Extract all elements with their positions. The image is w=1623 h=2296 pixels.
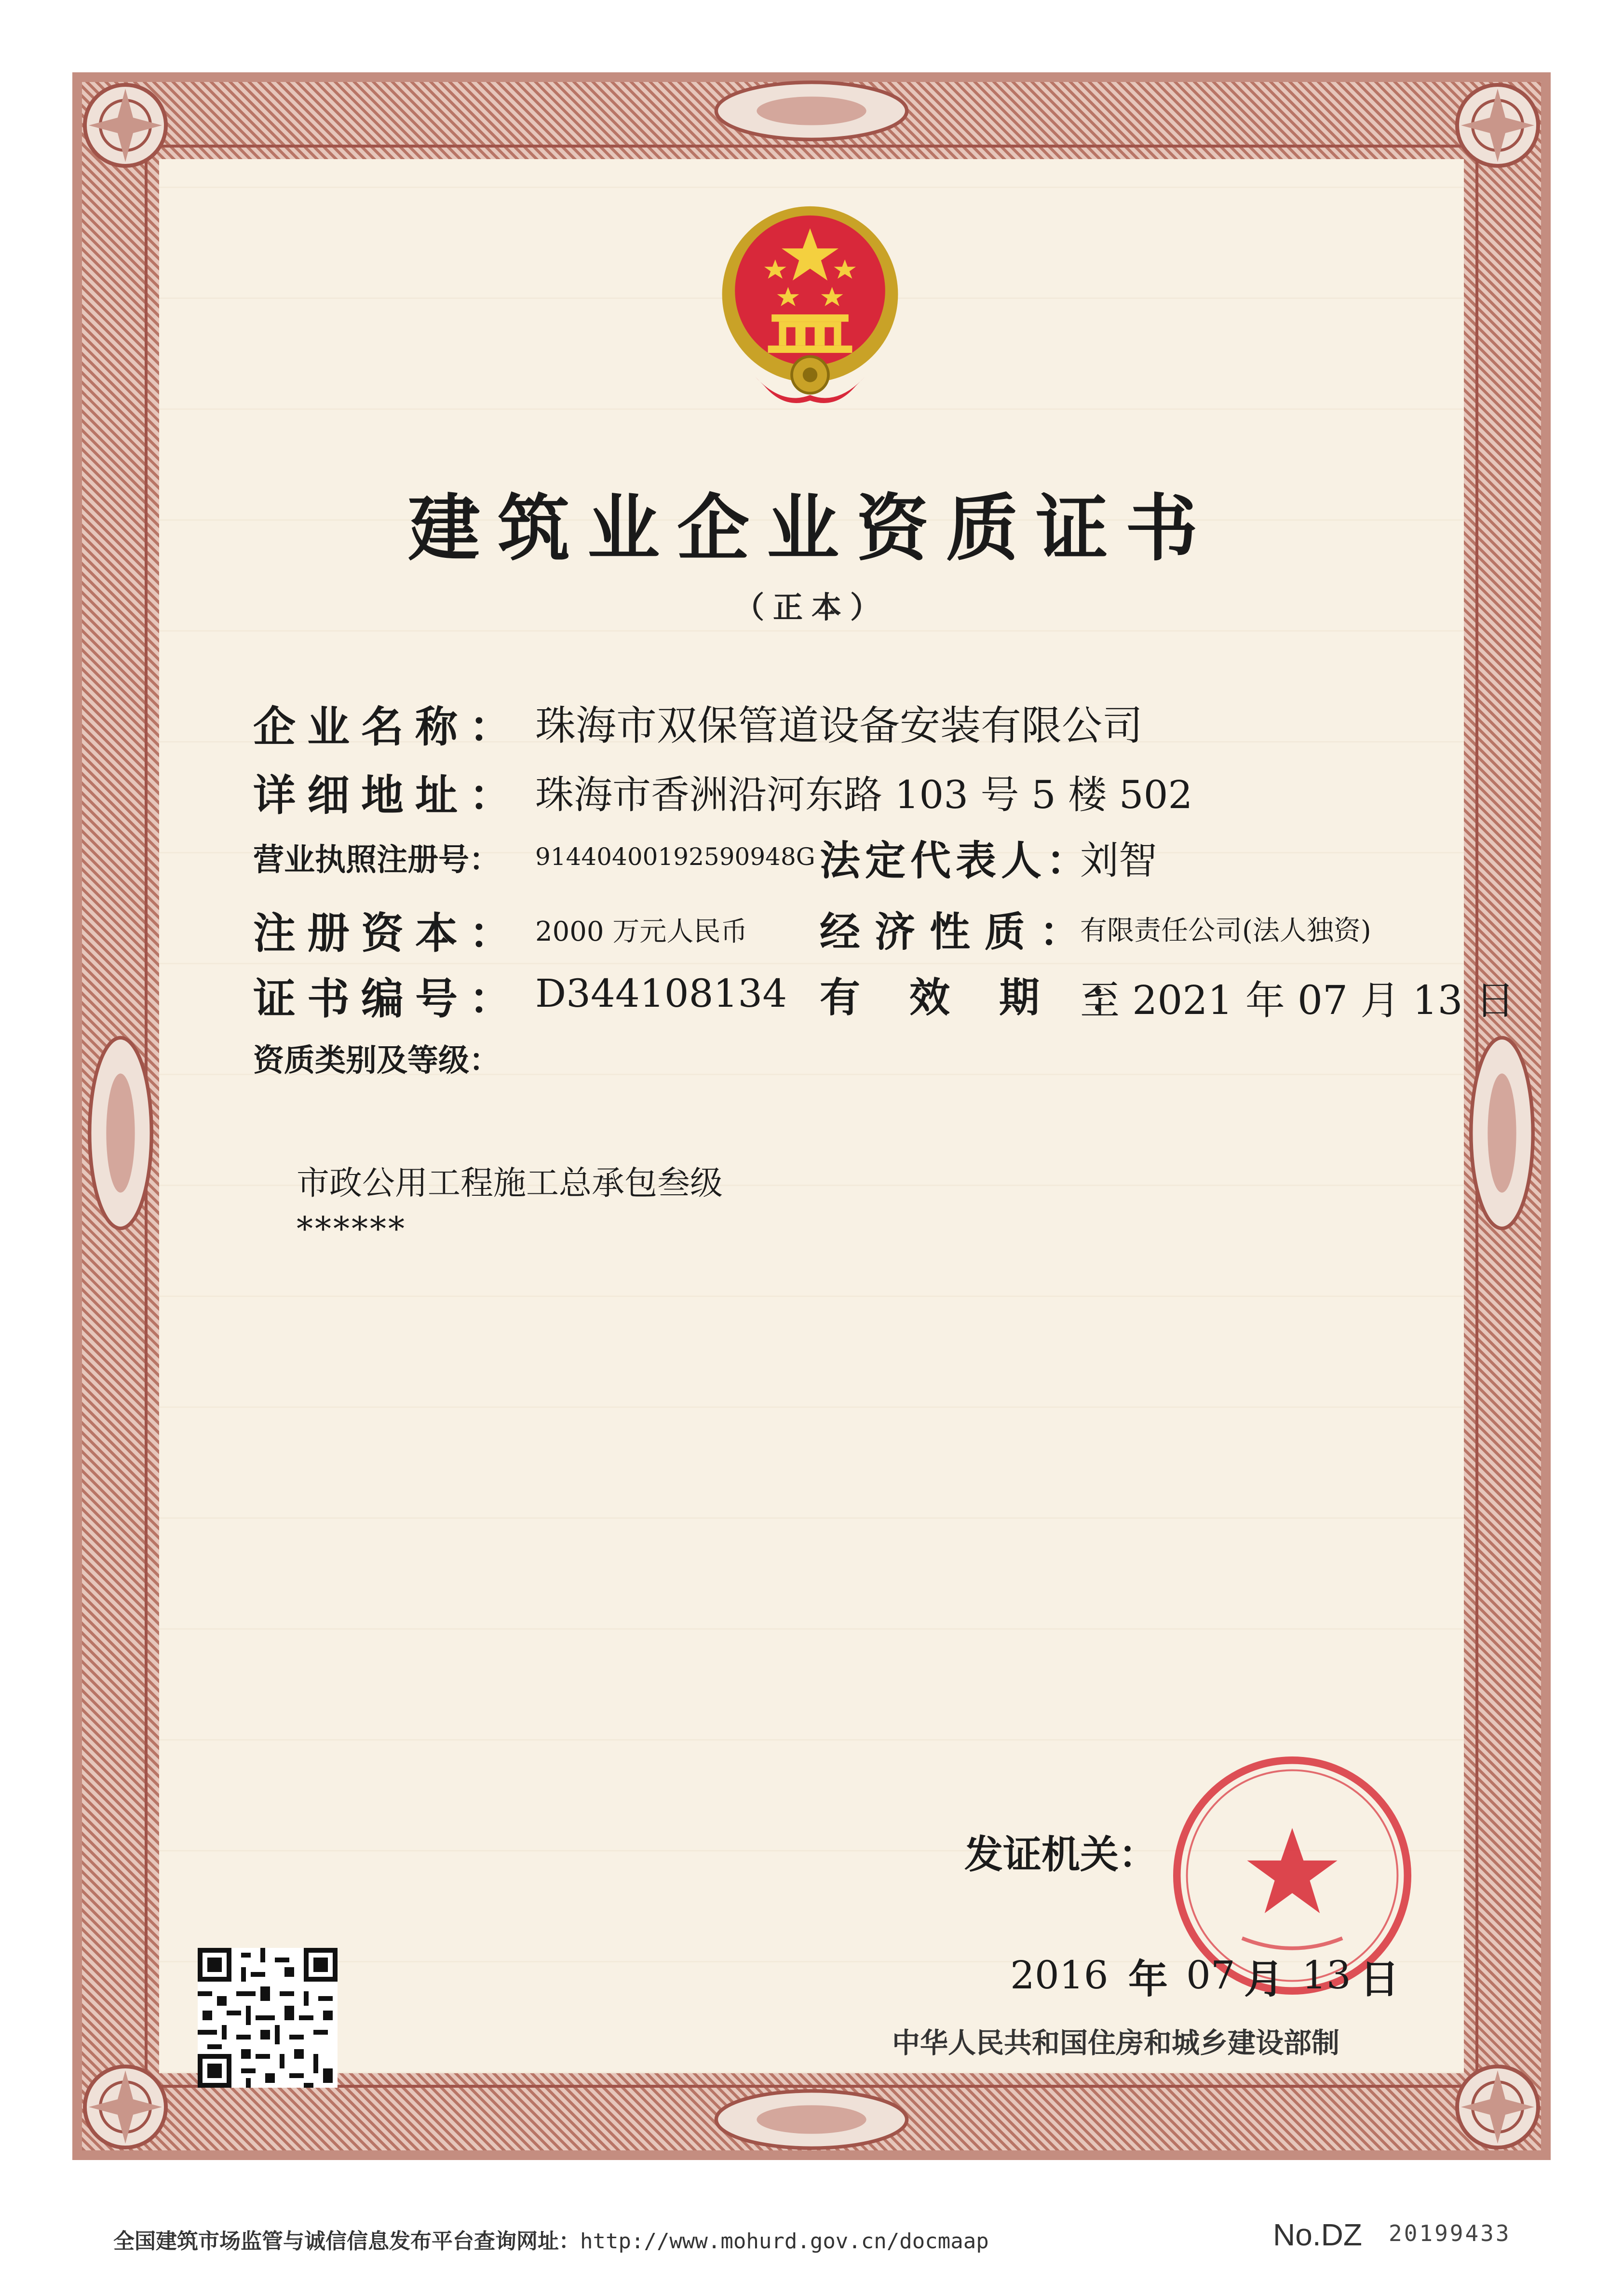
certificate-number-value: D344108134 (535, 971, 787, 1016)
bottom-ornament (710, 2086, 913, 2153)
certificate-title: 建筑业企业资质证书 (407, 487, 1215, 571)
certificate-number-label: 证书编号： (253, 974, 524, 1024)
issue-date-day-char: 日 (1360, 1957, 1400, 2002)
company-name-label: 企业名称： (253, 702, 524, 752)
side-ornament-right (1466, 1032, 1538, 1234)
validity-label: 有效期： (820, 974, 1179, 1021)
issuing-authority-label: 发证机关： (964, 1832, 1157, 1877)
document-serial-number: 20199433 (1389, 2220, 1511, 2246)
legal-representative-value: 刘智 (1080, 838, 1157, 883)
verification-label: 全国建筑市场监管与诚信信息发布平台查询网址： (113, 2229, 580, 2254)
document-number-label: No.DZ (1273, 2217, 1362, 2252)
certificate-subtitle: （正本） (734, 590, 889, 625)
corner-ornament-bottom-left (77, 2059, 174, 2155)
qr-code-icon[interactable] (198, 1948, 338, 2088)
license-number-label: 营业执照注册号： (253, 842, 500, 878)
company-name-value: 珠海市双保管道设备安装有限公司 (535, 702, 1143, 749)
address-label: 详细地址： (253, 770, 524, 820)
validity-value: 至 2021 年 07 月 13 日 (1080, 978, 1515, 1024)
national-emblem-icon (718, 203, 902, 410)
qualification-label: 资质类别及等级： (253, 1043, 500, 1079)
issue-date-day: 13 (1302, 1953, 1351, 1998)
qualification-terminator: ****** (297, 1210, 406, 1248)
economic-type-label: 经济性质： (820, 908, 1095, 956)
legal-representative-label: 法定代表人： (820, 837, 1092, 884)
license-number-value: 91440400192590948G (535, 843, 815, 871)
corner-ornament-top-right (1449, 77, 1546, 174)
issue-date-month: 07 (1186, 1953, 1235, 1998)
issue-date-month-char: 月 (1244, 1957, 1284, 2002)
corner-ornament-top-left (77, 77, 174, 174)
qualification-value: 市政公用工程施工总承包叁级 (297, 1164, 723, 1202)
issue-date-year: 2016 (1010, 1953, 1109, 1998)
verification-url[interactable]: http://www.mohurd.gov.cn/docmaap (580, 2229, 989, 2254)
side-ornament-left (84, 1032, 157, 1234)
registered-capital-label: 注册资本： (253, 908, 524, 958)
registered-capital-value: 2000 万元人民币 (535, 916, 748, 947)
ministry-credit: 中华人民共和国住房和城乡建设部制 (892, 2026, 1340, 2059)
corner-ornament-bottom-right (1449, 2059, 1546, 2155)
verification-footer (113, 2224, 989, 2255)
address-value: 珠海市香洲沿河东路 103 号 5 楼 502 (535, 772, 1193, 817)
top-ornament (710, 77, 913, 145)
issue-date-year-char: 年 (1128, 1957, 1168, 2002)
economic-type-value: 有限责任公司(法人独资) (1080, 915, 1371, 946)
